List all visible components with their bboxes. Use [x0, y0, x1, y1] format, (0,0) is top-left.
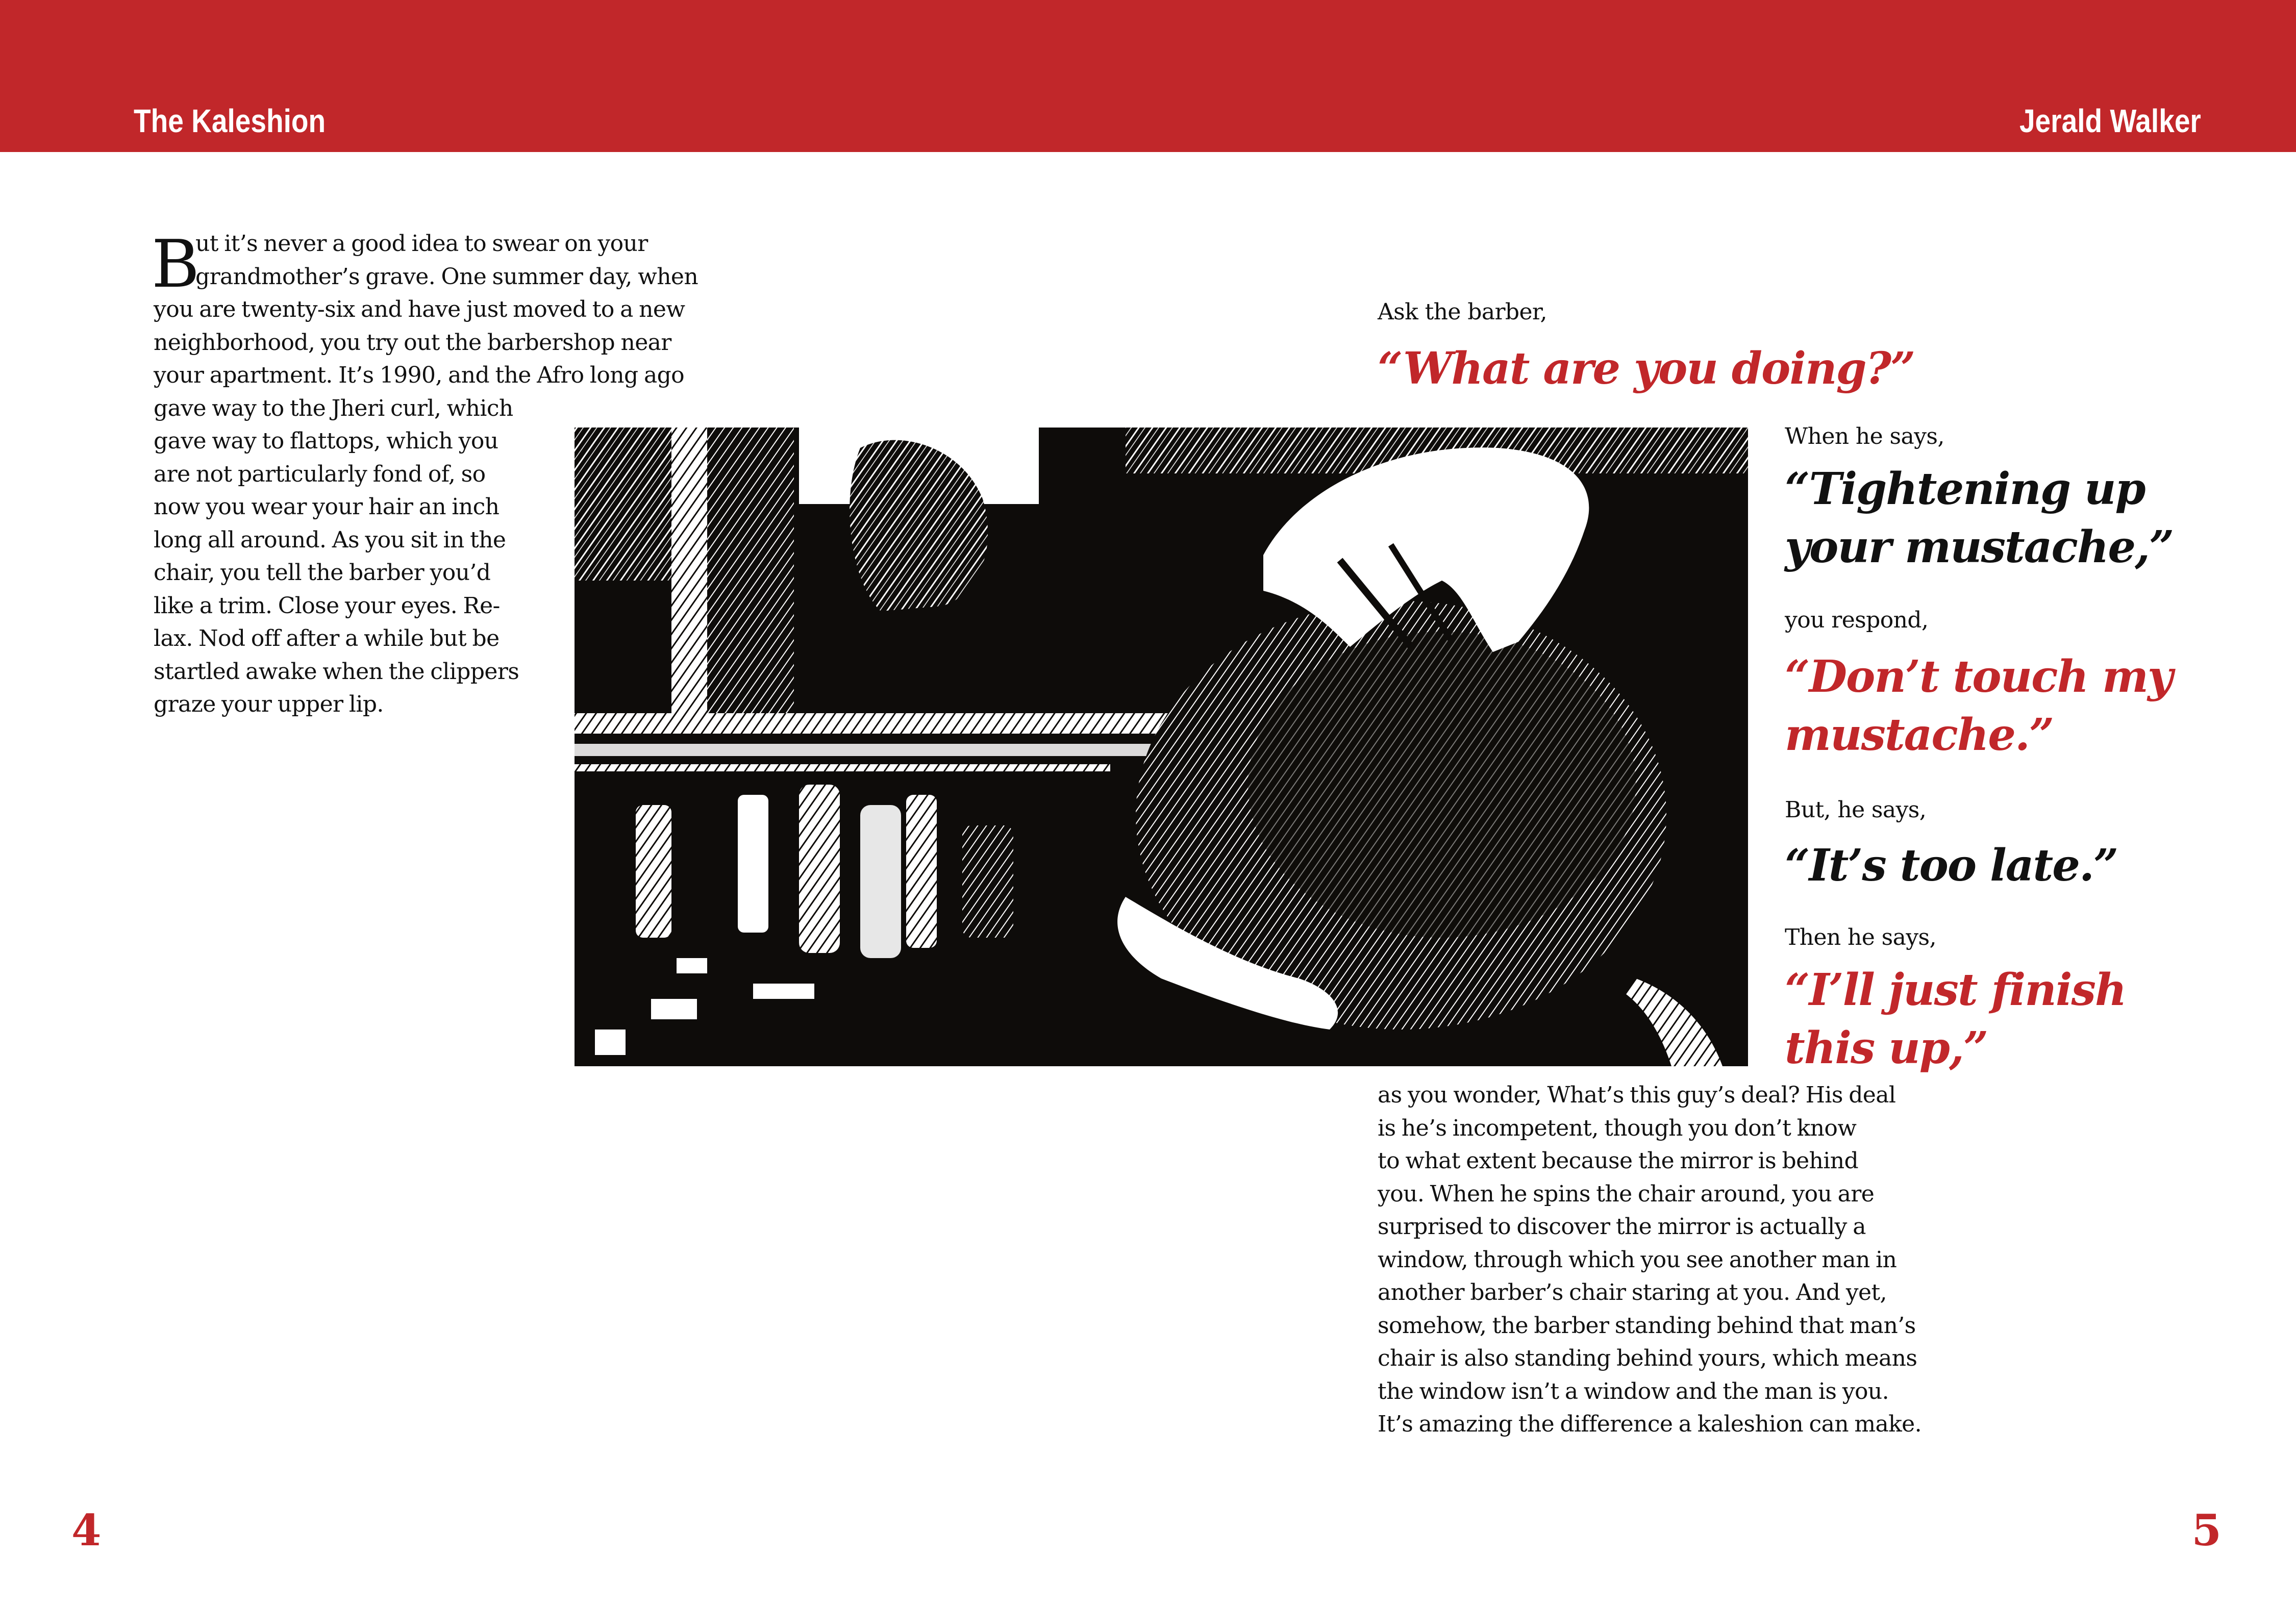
body-line: is he’s incompetent, though you don’t know — [1378, 1115, 1857, 1141]
page-number-left: 4 — [71, 1505, 102, 1555]
dialogue-cue-2: When he says, — [1785, 423, 1944, 449]
body-line: neighborhood, you try out the barbershop near — [154, 329, 671, 356]
body-line: like a trim. Close your eyes. Re- — [154, 592, 500, 619]
quote-tightening — [1785, 460, 2174, 576]
quote-line: mustache.” — [1785, 709, 2054, 761]
quote-too-late — [1785, 837, 2117, 895]
body-line: to what extent because the mirror is behind — [1378, 1148, 1859, 1174]
body-line: long all around. As you sit in the — [154, 526, 506, 553]
dialogue-cue-1: Ask the barber, — [1378, 299, 1547, 325]
body-line: now you wear your hair an inch — [154, 494, 500, 520]
quote-line: “It’s too late.” — [1785, 840, 2118, 891]
dialogue-cue-5: Then he says, — [1785, 924, 1936, 950]
body-line: It’s amazing the difference a kaleshion can make. — [1378, 1411, 1921, 1437]
body-line: chair is also standing behind yours, which means — [1378, 1345, 1917, 1371]
body-line: gave way to the Jheri curl, which — [154, 395, 513, 421]
body-line: grandmother’s grave. One summer day, when — [195, 263, 698, 290]
body-line: surprised to discover the mirror is actually a — [1378, 1214, 1866, 1240]
quote-line: “Don’t touch my — [1785, 651, 2172, 702]
dialogue-cue-4: But, he says, — [1785, 797, 1927, 823]
quote-line: “Tightening up — [1785, 463, 2145, 515]
body-line: graze your upper lip. — [154, 691, 384, 717]
body-line: gave way to flattops, which you — [154, 428, 498, 454]
quote-finish-up — [1785, 961, 2126, 1077]
right-text-column — [1378, 1079, 2041, 1441]
drop-cap: B — [152, 227, 200, 303]
quote-line: your mustache,” — [1785, 521, 2174, 573]
quote-line: this up,” — [1785, 1022, 1988, 1074]
body-line: you are twenty-six and have just moved to a new — [154, 296, 685, 322]
body-line: lax. Nod off after a while but be — [154, 625, 500, 651]
header-band — [0, 0, 2296, 152]
quote-line: “I’ll just finish — [1785, 964, 2126, 1016]
body-line: another barber’s chair staring at you. And yet, — [1378, 1279, 1887, 1305]
photo-graphic — [575, 428, 1748, 1066]
body-line: somehow, the barber standing behind that man’s — [1378, 1312, 1916, 1339]
body-line: startled awake when the clippers — [154, 658, 519, 685]
body-line: the window isn’t a window and the man is you. — [1378, 1378, 1889, 1404]
barbershop-photo — [575, 428, 1748, 1066]
body-line: ut it’s never a good idea to swear on your — [195, 231, 648, 257]
running-title: The Kaleshion — [134, 103, 326, 139]
running-author: Jerald Walker — [2019, 103, 2201, 139]
quote-what-are-you-doing — [1378, 340, 1915, 398]
quote-line: “What are you doing?” — [1378, 343, 1915, 394]
page-number-right: 5 — [2191, 1505, 2222, 1555]
dialogue-cue-3: you respond, — [1785, 607, 1929, 633]
body-line: window, through which you see another man in — [1378, 1246, 1897, 1273]
body-line: your apartment. It’s 1990, and the Afro long ago — [154, 362, 685, 388]
body-line: chair, you tell the barber you’d — [154, 560, 491, 586]
body-line: you. When he spins the chair around, you are — [1378, 1181, 1875, 1207]
body-line: are not particularly fond of, so — [154, 461, 486, 487]
body-line: as you wonder, What’s this guy’s deal? His deal — [1378, 1082, 1896, 1108]
quote-dont-touch — [1785, 648, 2172, 764]
